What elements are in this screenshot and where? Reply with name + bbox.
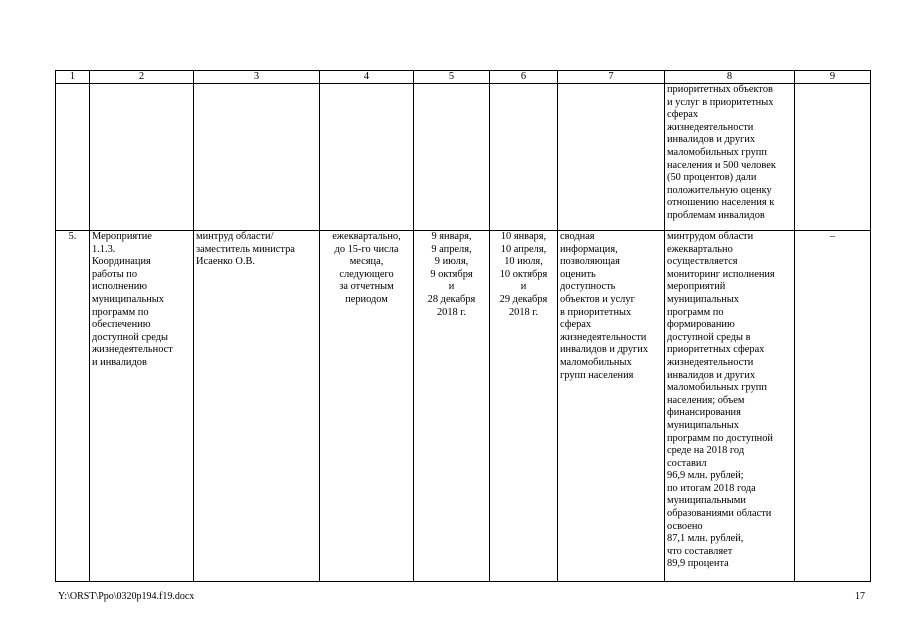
result-continuation-cell: приоритетных объектов и услуг в приоритетных сферах жизнедеятельности инвалидов и других маломобильных групп населения и 500 человек (50 процентов) дали положительную оценку отношению населения к проблемам инвалидов <box>665 84 795 231</box>
header-col-6: 6 <box>490 71 558 84</box>
page-number: 17 <box>855 591 865 602</box>
table-cell <box>414 84 490 231</box>
plan-table <box>55 70 871 582</box>
file-path-footer: Y:\ORST\Ppo\0320p194.f19.docx <box>58 591 195 602</box>
period-cell: ежеквартально, до 15-го числа месяца, следующего за отчетным периодом <box>320 231 414 582</box>
header-col-1: 1 <box>56 71 90 84</box>
table-cell <box>56 84 90 231</box>
responsible-cell: минтруд области/ заместитель министра Исаенко О.В. <box>194 231 320 582</box>
header-col-4: 4 <box>320 71 414 84</box>
table-cell <box>194 84 320 231</box>
report-dates-cell: 10 января, 10 апреля, 10 июля, 10 октября и 29 декабря 2018 г. <box>490 231 558 582</box>
header-col-8: 8 <box>665 71 795 84</box>
header-col-5: 5 <box>414 71 490 84</box>
activity-name-cell: Мероприятие 1.1.3. Координация работы по исполнению муниципальных программ по обеспечению доступной среды жизнедеятельност и инвалидов <box>90 231 194 582</box>
expected-result-cell: сводная информация, позволяющая оценить доступность объектов и услуг в приоритетных сферах жизнедеятельности инвалидов и других маломобильных групп населения <box>558 231 665 582</box>
table-cell <box>795 84 871 231</box>
actual-result-cell: минтрудом области ежеквартально осуществляется мониторинг исполнения мероприятий муниципальных программ по формированию доступной среды в приоритетных сферах жизнедеятельности инвалидов и других маломобильных групп населения; объем финансирования муниципальных программ по доступной среде на 2018 год составил 96,9 млн. рублей; по итогам 2018 года муниципальными образованиями области освоено 87,1 млн. рублей, что составляет 89,9 процента <box>665 231 795 582</box>
table-cell <box>320 84 414 231</box>
header-col-7: 7 <box>558 71 665 84</box>
table-cell <box>558 84 665 231</box>
note-cell: – <box>795 231 871 582</box>
table-cell <box>490 84 558 231</box>
table-row <box>56 84 871 231</box>
table-cell <box>90 84 194 231</box>
item-number-cell: 5. <box>56 231 90 582</box>
header-col-9: 9 <box>795 71 871 84</box>
table-row <box>56 231 871 582</box>
header-col-3: 3 <box>194 71 320 84</box>
deadline-dates-cell: 9 января, 9 апреля, 9 июля, 9 октября и 28 декабря 2018 г. <box>414 231 490 582</box>
header-row <box>56 71 871 84</box>
header-col-2: 2 <box>90 71 194 84</box>
